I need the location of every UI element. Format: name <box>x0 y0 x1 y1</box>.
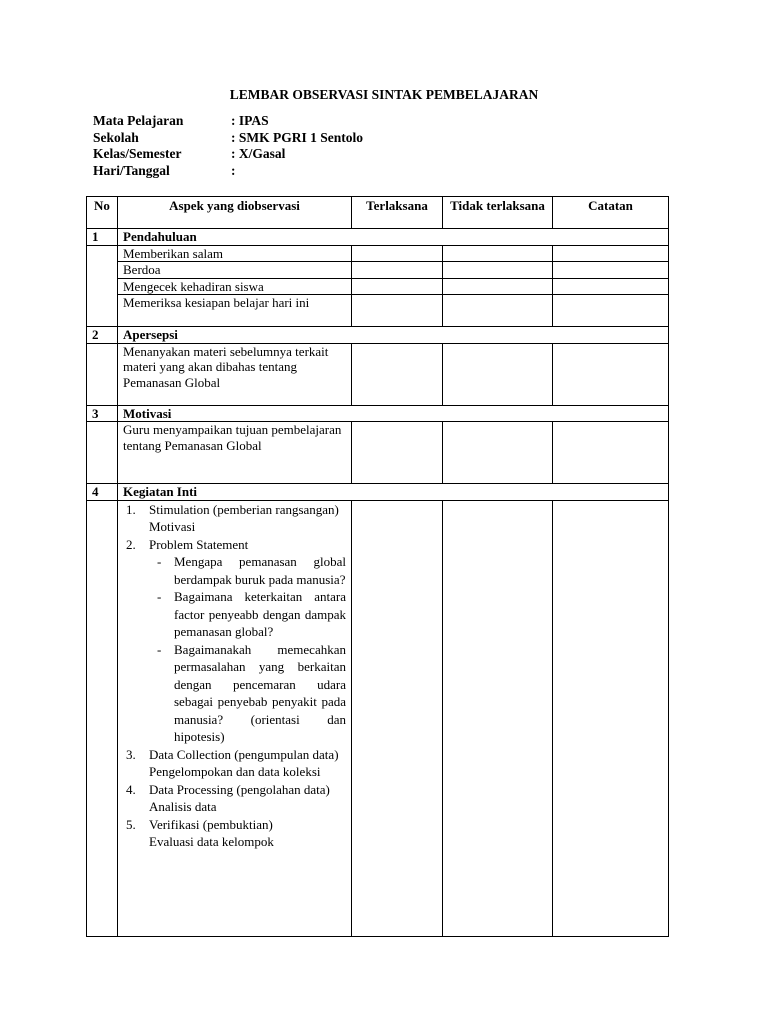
observation-table <box>86 196 669 937</box>
aspect-cell <box>118 500 352 936</box>
list-item <box>123 816 346 851</box>
table-row <box>87 245 669 262</box>
meta-key: Mata Pelajaran <box>93 113 184 128</box>
tidak-terlaksana-cell <box>443 278 553 295</box>
syntax-list <box>123 501 346 851</box>
aspect-cell: Menanyakan materi sebelumnya terkait materi yang akan dibahas tentang Pemanasan Global <box>118 343 352 405</box>
meta-key: Sekolah <box>93 129 139 145</box>
header-terlaksana: Terlaksana <box>352 197 443 229</box>
table-row <box>87 295 669 327</box>
meta-key: Kelas/Semester <box>93 146 182 161</box>
tidak-terlaksana-cell <box>443 262 553 279</box>
list-number: 4. <box>126 781 136 797</box>
meta-key: Hari/Tanggal <box>93 162 170 178</box>
empty-cell <box>87 343 118 405</box>
list-item-note: Evaluasi data kelompok <box>149 834 274 849</box>
list-item-text: Verifikasi (pembuktian) <box>149 816 273 832</box>
header-aspek: Aspek yang diobservasi <box>118 197 352 229</box>
sub-list-item <box>149 588 346 641</box>
terlaksana-cell <box>352 245 443 262</box>
section-title: Kegiatan Inti <box>118 484 669 501</box>
list-number: 2. <box>126 536 136 552</box>
empty-cell <box>87 422 118 484</box>
table-row <box>87 278 669 295</box>
tidak-terlaksana-cell <box>443 343 553 405</box>
catatan-cell <box>553 245 669 262</box>
tidak-terlaksana-cell <box>443 245 553 262</box>
catatan-cell <box>553 262 669 279</box>
sub-list-item <box>149 553 346 588</box>
terlaksana-cell <box>352 262 443 279</box>
aspect-cell: Guru menyampaikan tujuan pembelajaran tentang Pemanasan Global <box>118 422 352 484</box>
list-item <box>123 536 346 746</box>
sub-list-text: Bagaimana keterkaitan antara factor penyeabb dengan dampak pemanasan global? <box>174 589 346 639</box>
header-catatan: Catatan <box>553 197 669 229</box>
list-item-note: Analisis data <box>149 799 217 814</box>
section-row-apersepsi <box>87 327 669 344</box>
list-item-text: Stimulation (pemberian rangsangan) <box>149 501 339 517</box>
dash-marker: - <box>157 641 162 657</box>
section-number: 3 <box>87 405 118 422</box>
catatan-cell <box>553 343 669 405</box>
list-item-text: Problem Statement <box>149 536 249 552</box>
list-item <box>123 781 346 816</box>
document-title: LEMBAR OBSERVASI SINTAK PEMBELAJARAN <box>229 87 539 102</box>
header-no: No <box>87 197 118 229</box>
meta-value: : <box>231 162 236 178</box>
tidak-terlaksana-cell <box>443 500 553 936</box>
list-item <box>123 746 346 781</box>
table-row <box>87 343 669 405</box>
list-item <box>123 501 346 536</box>
header-row <box>87 197 669 229</box>
list-number: 3. <box>126 746 136 762</box>
table-row <box>87 500 669 936</box>
section-title: Motivasi <box>118 405 669 422</box>
header-tidak-terlaksana: Tidak terlaksana <box>443 197 553 229</box>
sub-list-text: Mengapa pemanasan global berdampak buruk pada manusia? <box>174 554 346 587</box>
meta-row-class <box>93 146 363 163</box>
list-item-note: Motivasi <box>149 519 196 534</box>
empty-cell <box>87 245 118 327</box>
list-item-note: Pengelompokan dan data koleksi <box>149 764 321 779</box>
section-number: 4 <box>87 484 118 501</box>
terlaksana-cell <box>352 278 443 295</box>
terlaksana-cell <box>352 295 443 327</box>
section-number: 1 <box>87 229 118 246</box>
section-row-kegiatan-inti <box>87 484 669 501</box>
sub-list-text: Bagaimanakah memecahkan permasalahan yang berkaitan dengan pencemaran udara sebagai penyebab penyakit pada manusia? (orientasi dan hipotesis) <box>174 641 346 744</box>
tidak-terlaksana-cell <box>443 422 553 484</box>
list-item-text: Data Collection (pengumpulan data) <box>149 746 339 762</box>
list-number: 5. <box>126 816 136 832</box>
empty-cell <box>87 500 118 936</box>
catatan-cell <box>553 278 669 295</box>
document-meta <box>93 113 363 179</box>
catatan-cell <box>553 422 669 484</box>
catatan-cell <box>553 500 669 936</box>
aspect-cell: Mengecek kehadiran siswa <box>118 278 352 295</box>
meta-row-school <box>93 130 363 147</box>
sub-list-item <box>149 641 346 746</box>
list-number: 1. <box>126 501 136 517</box>
catatan-cell <box>553 295 669 327</box>
tidak-terlaksana-cell <box>443 295 553 327</box>
terlaksana-cell <box>352 500 443 936</box>
table-row <box>87 422 669 484</box>
meta-row-date <box>93 163 363 180</box>
dash-marker: - <box>157 589 162 604</box>
meta-value: : IPAS <box>231 113 269 128</box>
terlaksana-cell <box>352 422 443 484</box>
section-row-pendahuluan <box>87 229 669 246</box>
sub-list <box>149 553 346 746</box>
meta-row-subject <box>93 113 363 130</box>
aspect-cell: Berdoa <box>118 262 352 279</box>
meta-value: : X/Gasal <box>231 146 286 161</box>
section-title: Pendahuluan <box>118 229 669 246</box>
aspect-cell: Memeriksa kesiapan belajar hari ini <box>118 295 352 327</box>
list-item-text: Data Processing (pengolahan data) <box>149 781 330 797</box>
terlaksana-cell <box>352 343 443 405</box>
meta-value: : SMK PGRI 1 Sentolo <box>231 129 364 145</box>
section-row-motivasi <box>87 405 669 422</box>
section-number: 2 <box>87 327 118 344</box>
dash-marker: - <box>157 554 162 569</box>
aspect-cell: Memberikan salam <box>118 245 352 262</box>
table-row <box>87 262 669 279</box>
section-title: Apersepsi <box>118 327 669 344</box>
